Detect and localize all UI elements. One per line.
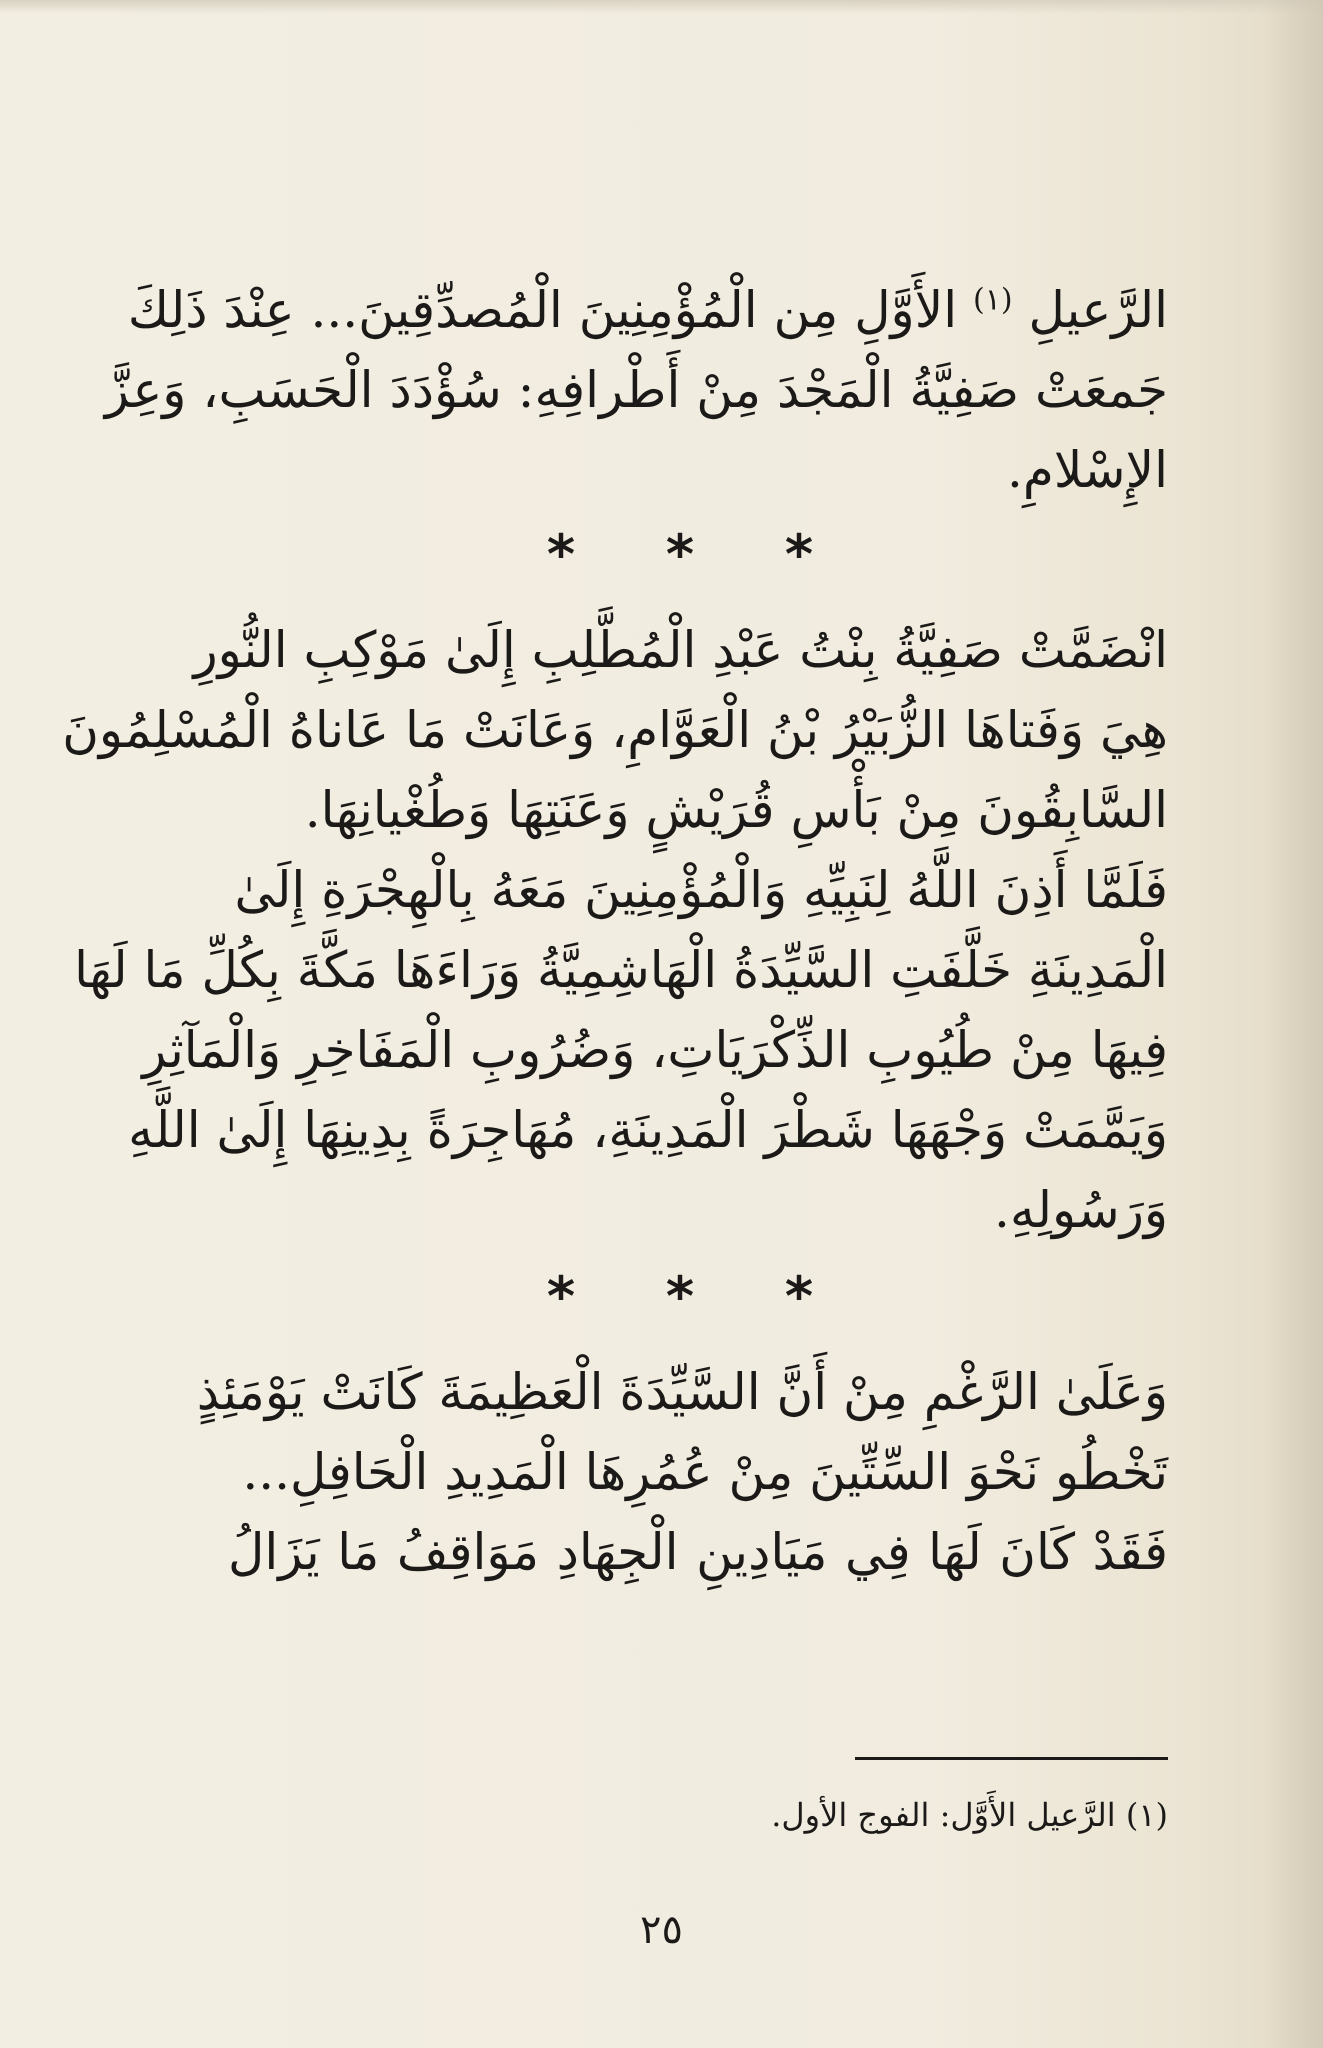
text-line-13: تَخْطُو نَحْوَ السِّتِّينَ مِنْ عُمُرِهَا الْمَدِيدِ الْحَافِلِ... (242, 1443, 1168, 1501)
text-line-2: جَمعَتْ صَفِيَّةُ الْمَجْدَ مِنْ أَطْرافِهِ: سُؤْدَدَ الْحَسَبِ، وَعِزَّ (104, 361, 1168, 419)
text-line-1 (127, 270, 1168, 350)
footnote-marker: (١) (973, 282, 1013, 318)
text-line-11: وَرَسُولِهِ. (994, 1181, 1168, 1239)
text-line-7: فَلَمَّا أَذِنَ اللَّهُ لِنَبِيِّهِ وَالْمُؤْمِنِينَ مَعَهُ بِالْهِجْرَةِ إِلَىٰ (234, 861, 1168, 919)
line-1-part-b: الأَوَّلِ مِن الْمُؤْمِنِينَ الْمُصدِّقِينَ... عِنْدَ ذَلِكَ (127, 281, 958, 339)
footnote-rule (855, 1757, 1168, 1760)
text-line-3: الإِسْلامِ. (1007, 441, 1168, 499)
section-separator-2: * * * (546, 1265, 850, 1328)
footnote: (١) الرَّعيل الأَوَّل: الفوج الأول. (771, 1796, 1168, 1834)
page-number: ٢٥ (640, 1907, 683, 1953)
section-separator-1: * * * (546, 523, 850, 586)
page-edge-shadow (0, 0, 1323, 14)
text-line-14: فَقَدْ كَانَ لَهَا فِي مَيَادِينِ الْجِهَادِ مَوَاقِفُ مَا يَزَالُ (228, 1523, 1168, 1581)
line-1-part-a: الرَّعيلِ (1028, 281, 1168, 339)
text-line-4: انْضَمَّتْ صَفِيَّةُ بِنْتُ عَبْدِ الْمُطَّلِبِ إِلَىٰ مَوْكِبِ النُّورِ (193, 621, 1168, 679)
text-line-9: فِيهَا مِنْ طُيُوبِ الذِّكْرَيَاتِ، وَضُرُوبِ الْمَفَاخِرِ وَالْمَآثِرِ (142, 1021, 1168, 1079)
text-line-6: السَّابِقُونَ مِنْ بَأْسِ قُرَيْشٍ وَعَنَتِهَا وَطُغْيانِهَا. (304, 781, 1168, 839)
binding-shadow (1263, 0, 1323, 2048)
text-line-5: هِيَ وَفَتاهَا الزُّبَيْرُ بْنُ الْعَوَّامِ، وَعَانَتْ مَا عَاناهُ الْمُسْلِمُونَ (62, 701, 1168, 759)
text-line-12: وَعَلَىٰ الرَّغْمِ مِنْ أَنَّ السَّيِّدَةَ الْعَظِيمَةَ كَانَتْ يَوْمَئِذٍ (196, 1363, 1168, 1421)
text-line-8: الْمَدِينَةِ خَلَّفَتِ السَّيِّدَةُ الْهَاشِمِيَّةُ وَرَاءَهَا مَكَّةَ بِكُلِّ مَا لَهَا (74, 941, 1168, 999)
text-line-10: وَيَمَّمَتْ وَجْهَهَا شَطْرَ الْمَدِينَةِ، مُهَاجِرَةً بِدِينِهَا إِلَىٰ اللَّهِ (128, 1101, 1168, 1159)
